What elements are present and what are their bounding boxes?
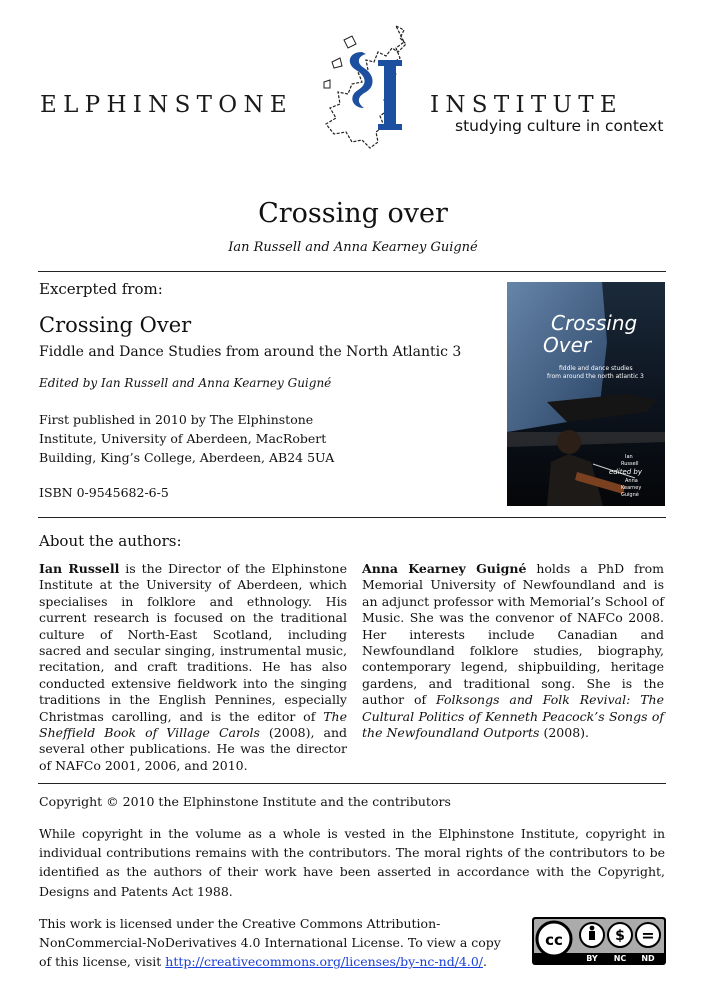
cover-editor-line5: Kearney [621,485,642,491]
book-editors: Edited by Ian Russell and Anna Kearney Guigné [39,376,332,390]
bio-right-text-2: (2008). [539,725,589,741]
brand-tagline: studying culture in context [455,117,664,135]
cover-title-line1: Crossing [551,311,638,335]
book-title: Crossing Over [39,313,192,337]
bio-anna-kearney-guigne [362,561,664,741]
bio-right-italic: Folksongs and Folk Revival: The Cultural Politics of Kenneth Peacock’s Songs of the Newfoundland Outports [362,692,664,741]
cc-icon: cc [545,931,563,949]
brand-elphinstone: ELPHINSTONE [40,92,293,118]
license-text: This work is licensed under the Creative Commons Attribution-NonCommercial-NoDerivatives 4.0 International License. To view a copy of this license, visit [39,916,501,970]
bio-left-text-2: (2008), and several other publications. He was the director of NAFCo 2001, 2006, and 2010. [39,725,347,773]
noncommercial-icon: $ [615,928,625,944]
bio-ian-russell [39,561,347,774]
bio-right-name: Anna Kearney Guigné [362,561,527,576]
cover-editor-line2: Russell [621,461,639,467]
divider-bottom [38,783,666,784]
book-subtitle: Fiddle and Dance Studies from around the North Atlantic 3 [39,344,462,360]
bio-left-name: Ian Russell [39,561,120,576]
copyright-line: Copyright © 2010 the Elphinstone Institute and the contributors [39,794,451,809]
cover-subtitle-line2: from around the north atlantic 3 [547,373,644,380]
copyright-paragraph: While copyright in the volume as a whole is vested in the Elphinstone Institute, copyright in individual contributions remains with the contributors. The moral rights of the contributors to be identified as the authors of their work have been asserted in accordance with the Copyright, Designs and Patents Act 1988. [39,826,665,899]
document-title: Crossing over [258,198,448,229]
bio-left-text-1: is the Director of the Elphinstone Institute at the University of Aberdeen, which specialises in folklore and ethnology. His current research is focused on the traditional culture of North-East Scotland, including sacred and secular singing, instrumental music, recitation, and craft traditions. He has also conducted extensive fieldwork into the singing traditions in the English Pennines, especially Christmas carolling, and is the editor of [39,561,348,724]
divider-top [38,271,666,272]
noderivatives-icon: = [641,926,655,945]
badge-by-label: BY [586,954,598,963]
badge-nd-label: ND [641,954,655,963]
cover-editor-line1: Ian [625,454,633,460]
cover-editor-line4: Anna [625,478,638,484]
book-cover-image [507,282,665,506]
publication-info: First published in 2010 by The Elphinstone Institute, University of Aberdeen, MacRobert Building, King’s College, Aberdeen, AB24 5UA [39,412,335,465]
brand-institute: INSTITUTE [430,92,623,118]
cover-title-line2: Over [543,333,592,357]
creative-commons-badge-icon[interactable] [532,917,666,965]
bio-right-text-1: holds a PhD from Memorial University of Newfoundland and is an adjunct professor with Memorial’s School of Music. She was the convenor of NAFCo 2008. Her interests include Canadian and Newfoundland folklore studies, biography, contemporary legend, shipbuilding, heritage gardens, and traditional song. She is the author of [362,561,664,708]
excerpt-label: Excerpted from: [39,280,163,298]
license-paragraph [39,914,507,972]
license-link[interactable]: http://creativecommons.org/licenses/by-nc-nd/4.0/ [165,954,484,970]
elphinstone-logo-icon [318,22,418,154]
cover-editor-line6: Guigné [621,492,639,498]
about-authors-label: About the authors: [39,532,182,550]
cover-editor-line3: edited by [609,468,643,476]
document-authors: Ian Russell and Anna Kearney Guigné [228,240,478,255]
badge-nc-label: NC [613,954,627,963]
attribution-icon [589,931,595,940]
license-end: . [483,954,487,970]
divider-middle [38,517,666,518]
cover-subtitle-line1: fiddle and dance studies [559,365,633,372]
bio-left-italic: The Sheffield Book of Village Carols [39,708,347,741]
isbn: ISBN 0-9545682-6-5 [39,485,169,500]
